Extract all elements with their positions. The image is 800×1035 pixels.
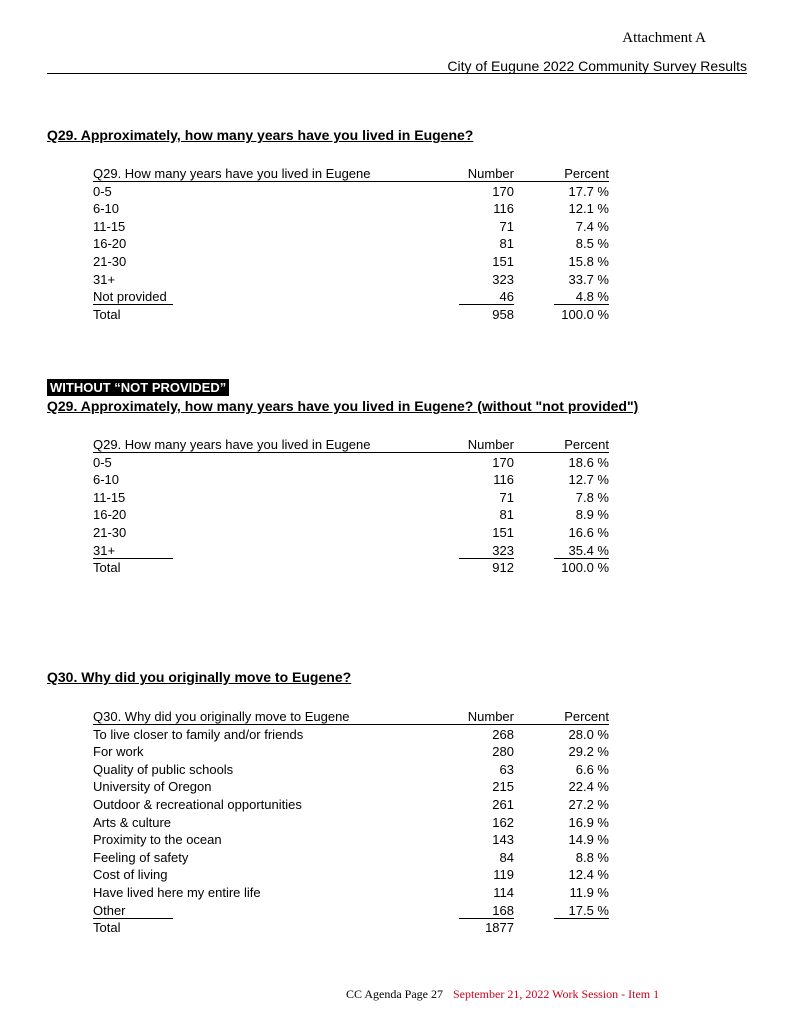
row-percent: 16.6 % — [568, 524, 609, 540]
q30-table — [93, 708, 609, 937]
total-percent: 100.0 % — [561, 560, 609, 576]
table-rule — [93, 181, 609, 182]
row-label: 31+ — [93, 271, 116, 287]
row-label: 21-30 — [93, 253, 127, 269]
row-label: Arts & culture — [93, 814, 172, 830]
row-number: 143 — [492, 832, 514, 848]
row-number: 323 — [492, 542, 514, 558]
q29b-title: Q29. Approximately, how many years have you lived in Eugene? (without "not provided") — [47, 398, 639, 414]
table-total-row — [93, 919, 609, 937]
table-row — [93, 866, 609, 884]
row-label: 11-15 — [93, 489, 126, 505]
row-percent: 8.5 % — [575, 236, 609, 252]
row-percent: 11.9 % — [569, 884, 609, 900]
document-subtitle: City of Eugune 2022 Community Survey Results — [447, 58, 747, 74]
row-label: Cost of living — [93, 867, 168, 883]
row-percent: 15.8 % — [568, 253, 609, 269]
total-number: 912 — [492, 560, 514, 576]
row-label: 6-10 — [93, 472, 120, 488]
row-number: 170 — [492, 183, 514, 199]
table-row — [93, 235, 609, 253]
table-rule — [554, 558, 609, 559]
row-label: Other — [93, 902, 126, 918]
row-label: Proximity to the ocean — [93, 832, 222, 848]
row-label: 0-5 — [93, 183, 112, 199]
table-row — [93, 831, 609, 849]
row-percent: 12.7 % — [568, 472, 609, 488]
row-label: 21-30 — [93, 524, 127, 540]
table-rule — [554, 304, 609, 305]
row-number: 119 — [493, 867, 514, 883]
row-percent: 7.4 % — [575, 218, 609, 234]
table-row — [93, 542, 609, 560]
row-number: 81 — [499, 236, 514, 252]
row-label: University of Oregon — [93, 779, 212, 795]
row-number: 71 — [499, 218, 514, 234]
row-label: 11-15 — [93, 218, 126, 234]
row-label: 16-20 — [93, 236, 127, 252]
header-rule — [47, 73, 747, 74]
row-label: Not provided — [93, 289, 167, 305]
total-number: 1877 — [485, 920, 514, 936]
row-label: Feeling of safety — [93, 849, 189, 865]
table-rule — [459, 304, 514, 305]
column-header-number: Number — [467, 709, 514, 724]
q29-title: Q29. Approximately, how many years have you lived in Eugene? — [47, 127, 474, 143]
row-percent: 14.9 % — [568, 832, 609, 848]
total-label: Total — [93, 560, 121, 576]
table-rule — [459, 918, 514, 919]
row-number: 151 — [492, 253, 514, 269]
table-total-row — [93, 559, 609, 577]
row-number: 151 — [492, 524, 514, 540]
table-rule — [459, 558, 514, 559]
row-percent: 22.4 % — [568, 779, 609, 795]
row-number: 84 — [499, 849, 514, 865]
row-percent: 27.2 % — [568, 796, 609, 812]
row-label: 6-10 — [93, 201, 120, 217]
row-number: 323 — [492, 271, 514, 287]
column-header-label: Q29. How many years have you lived in Eugene — [93, 437, 371, 452]
table-row — [93, 218, 609, 236]
row-percent: 16.9 % — [568, 814, 609, 830]
footer-page-number: CC Agenda Page 27 — [346, 987, 443, 1001]
table-rule — [93, 304, 173, 305]
row-percent: 6.6 % — [575, 761, 609, 777]
column-header-percent: Percent — [564, 437, 609, 452]
table-rule — [93, 558, 173, 559]
table-row — [93, 489, 609, 507]
row-percent: 18.6 % — [568, 454, 609, 470]
row-percent: 12.4 % — [568, 867, 609, 883]
row-number: 81 — [499, 507, 514, 523]
attachment-label: Attachment A — [622, 30, 706, 46]
row-number: 261 — [492, 796, 514, 812]
table-rule — [93, 452, 609, 453]
column-header-percent: Percent — [564, 166, 609, 181]
table-rule — [93, 724, 609, 725]
row-percent: 12.1 % — [568, 201, 609, 217]
row-label: For work — [93, 744, 144, 760]
table-row — [93, 288, 609, 306]
total-number: 958 — [492, 306, 514, 322]
table-row — [93, 849, 609, 867]
row-label: Outdoor & recreational opportunities — [93, 796, 302, 812]
row-percent: 7.8 % — [575, 489, 609, 505]
without-not-provided-banner: WITHOUT “NOT PROVIDED” — [47, 379, 229, 396]
table-row — [93, 743, 609, 761]
table-header-row — [93, 165, 609, 183]
q30-title: Q30. Why did you originally move to Eugene? — [47, 669, 352, 685]
column-header-number: Number — [467, 166, 514, 181]
row-number: 116 — [493, 201, 514, 217]
table-row — [93, 471, 609, 489]
table-row — [93, 524, 609, 542]
table-row — [93, 271, 609, 289]
table-total-row — [93, 306, 609, 324]
table-row — [93, 454, 609, 472]
row-percent: 17.5 % — [568, 902, 609, 918]
row-label: To live closer to family and/or friends — [93, 726, 304, 742]
table-row — [93, 761, 609, 779]
row-percent: 8.9 % — [575, 507, 609, 523]
table-row — [93, 183, 609, 201]
table-row — [93, 778, 609, 796]
row-number: 116 — [493, 472, 514, 488]
row-number: 280 — [492, 744, 514, 760]
row-label: 16-20 — [93, 507, 127, 523]
table-header-row — [93, 436, 609, 454]
table-row — [93, 200, 609, 218]
row-percent: 35.4 % — [568, 542, 609, 558]
table-row — [93, 814, 609, 832]
row-label: Have lived here my entire life — [93, 884, 261, 900]
footer-session: September 21, 2022 Work Session - Item 1 — [453, 987, 660, 1001]
row-percent: 17.7 % — [568, 183, 609, 199]
row-number: 170 — [492, 454, 514, 470]
total-percent: 100.0 % — [561, 306, 609, 322]
row-percent: 4.8 % — [575, 289, 609, 305]
row-label: Quality of public schools — [93, 761, 234, 777]
column-header-percent: Percent — [564, 709, 609, 724]
table-row — [93, 253, 609, 271]
row-number: 63 — [499, 761, 514, 777]
row-number: 71 — [499, 489, 514, 505]
q29b-table — [93, 436, 609, 577]
q29-table — [93, 165, 609, 323]
row-label: 31+ — [93, 542, 116, 558]
table-rule — [93, 918, 173, 919]
row-percent: 33.7 % — [568, 271, 609, 287]
table-row — [93, 884, 609, 902]
row-number: 168 — [492, 902, 514, 918]
total-label: Total — [93, 920, 121, 936]
table-row — [93, 902, 609, 920]
row-number: 162 — [492, 814, 514, 830]
row-percent: 8.8 % — [575, 849, 609, 865]
table-rule — [554, 918, 609, 919]
table-row — [93, 726, 609, 744]
row-percent: 29.2 % — [568, 744, 609, 760]
table-header-row — [93, 708, 609, 726]
row-label: 0-5 — [93, 454, 112, 470]
table-row — [93, 506, 609, 524]
row-percent: 28.0 % — [568, 726, 609, 742]
column-header-label: Q29. How many years have you lived in Eugene — [93, 166, 371, 181]
table-row — [93, 796, 609, 814]
total-label: Total — [93, 306, 121, 322]
column-header-number: Number — [467, 437, 514, 452]
row-number: 46 — [499, 289, 514, 305]
column-header-label: Q30. Why did you originally move to Eugene — [93, 709, 350, 724]
row-number: 268 — [492, 726, 514, 742]
row-number: 114 — [493, 884, 514, 900]
page-footer — [346, 987, 659, 1002]
row-number: 215 — [492, 779, 514, 795]
